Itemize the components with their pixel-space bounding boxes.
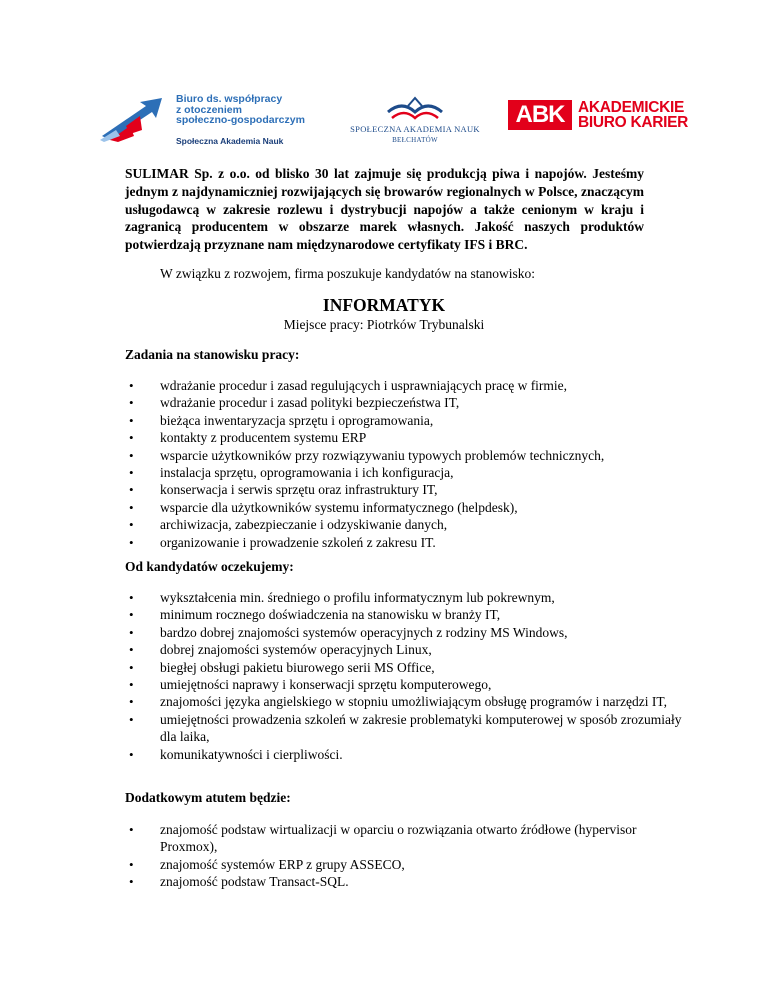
- list-item: • archiwizacja, zabezpieczanie i odzyskiwanie danych,: [125, 516, 685, 533]
- list-item: • znajomość systemów ERP z grupy ASSECO,: [125, 856, 685, 873]
- list-item: • organizowanie i prowadzenie szkoleń z zakresu IT.: [125, 534, 685, 551]
- list-item: • znajomości języka angielskiego w stopniu umożliwiającym obsługę programów i narzędzi IT,: [125, 693, 685, 710]
- list-item: • komunikatywności i cierpliwości.: [125, 746, 685, 763]
- logo2-line1: SPOŁECZNA AKADEMIA NAUK: [350, 124, 480, 134]
- list-item: • znajomość podstaw Transact-SQL.: [125, 873, 685, 890]
- logo1-title: Biuro ds. współpracy z otoczeniem społeczno-gospodarczym: [176, 93, 305, 126]
- logo-bar: [100, 88, 700, 158]
- logo1-subtitle: Społeczna Akademia Nauk: [176, 136, 284, 146]
- list-item: • konserwacja i serwis sprzętu oraz infrastruktury IT,: [125, 481, 685, 498]
- tasks-list: [125, 377, 685, 551]
- list-item: • biegłej obsługi pakietu biurowego serii MS Office,: [125, 659, 685, 676]
- list-item: • wdrażanie procedur i zasad polityki bezpieczeństwa IT,: [125, 394, 685, 411]
- list-item: • umiejętności naprawy i konserwacji sprzętu komputerowego,: [125, 676, 685, 693]
- list-item: • bieżąca inwentaryzacja sprzętu i oprogramowania,: [125, 412, 685, 429]
- requirements-heading: Od kandydatów oczekujemy:: [125, 559, 294, 574]
- logo3-text: AKADEMICKIE BIURO KARIER: [578, 99, 689, 131]
- position-title: INFORMATYK: [322, 295, 446, 315]
- company-intro: SULIMAR Sp. z o.o. od blisko 30 lat zajmuje się produkcją piwa i napojów. Jesteśmy jednym z najdynamiczniej rozwijających się browarów regionalnych w Polsce, znaczącym usługodawcą w zakresie rozlewu i dystrybucji napojów a także cenionym w kraju i zagranicą producentem w obszarze marek własnych. Jakość naszych produktów potwierdzają przyznane nam międzynarodowe certyfikaty IFS i BRC.: [125, 166, 644, 253]
- arrow-logo-icon: [100, 96, 172, 142]
- logo-biuro-wspolpracy: [100, 94, 340, 144]
- logo-san-belchatow: [340, 96, 490, 156]
- logo2-line2: BEŁCHATÓW: [392, 136, 438, 144]
- list-item: • bardzo dobrej znajomości systemów operacyjnych z rodziny MS Windows,: [125, 624, 685, 641]
- list-item: • znajomość podstaw wirtualizacji w oparciu o rozwiązania otwarto źródłowe (hypervisor Proxmox),: [125, 821, 685, 856]
- tasks-heading: Zadania na stanowisku pracy:: [125, 347, 300, 362]
- extras-heading: Dodatkowym atutem będzie:: [125, 790, 291, 805]
- list-item: • wykształcenia min. średniego o profilu informatycznym lub pokrewnym,: [125, 589, 685, 606]
- list-item: • umiejętności prowadzenia szkoleń w zakresie problematyki komputerowej w sposób zrozumiały dla laika,: [125, 711, 685, 746]
- list-item: • dobrej znajomości systemów operacyjnych Linux,: [125, 641, 685, 658]
- lead-sentence: W związku z rozwojem, firma poszukuje kandydatów na stanowisko:: [160, 266, 536, 281]
- extras-list: [125, 821, 685, 891]
- list-item: • wdrażanie procedur i zasad regulujących i usprawniających pracę w firmie,: [125, 377, 685, 394]
- list-item: • kontakty z producentem systemu ERP: [125, 429, 685, 446]
- list-item: • wsparcie użytkowników przy rozwiązywaniu typowych problemów technicznych,: [125, 447, 685, 464]
- work-location: Miejsce pracy: Piotrków Trybunalski: [283, 317, 485, 332]
- list-item: • wsparcie dla użytkowników systemu informatycznego (helpdesk),: [125, 499, 685, 516]
- requirements-list: [125, 589, 685, 763]
- abk-badge: ABK: [508, 100, 572, 130]
- list-item: • instalacja sprzętu, oprogramowania i ich konfiguracja,: [125, 464, 685, 481]
- logo-akademickie-biuro-karier: [508, 100, 708, 134]
- open-book-icon: [386, 96, 444, 122]
- list-item: • minimum rocznego doświadczenia na stanowisku w branży IT,: [125, 606, 685, 623]
